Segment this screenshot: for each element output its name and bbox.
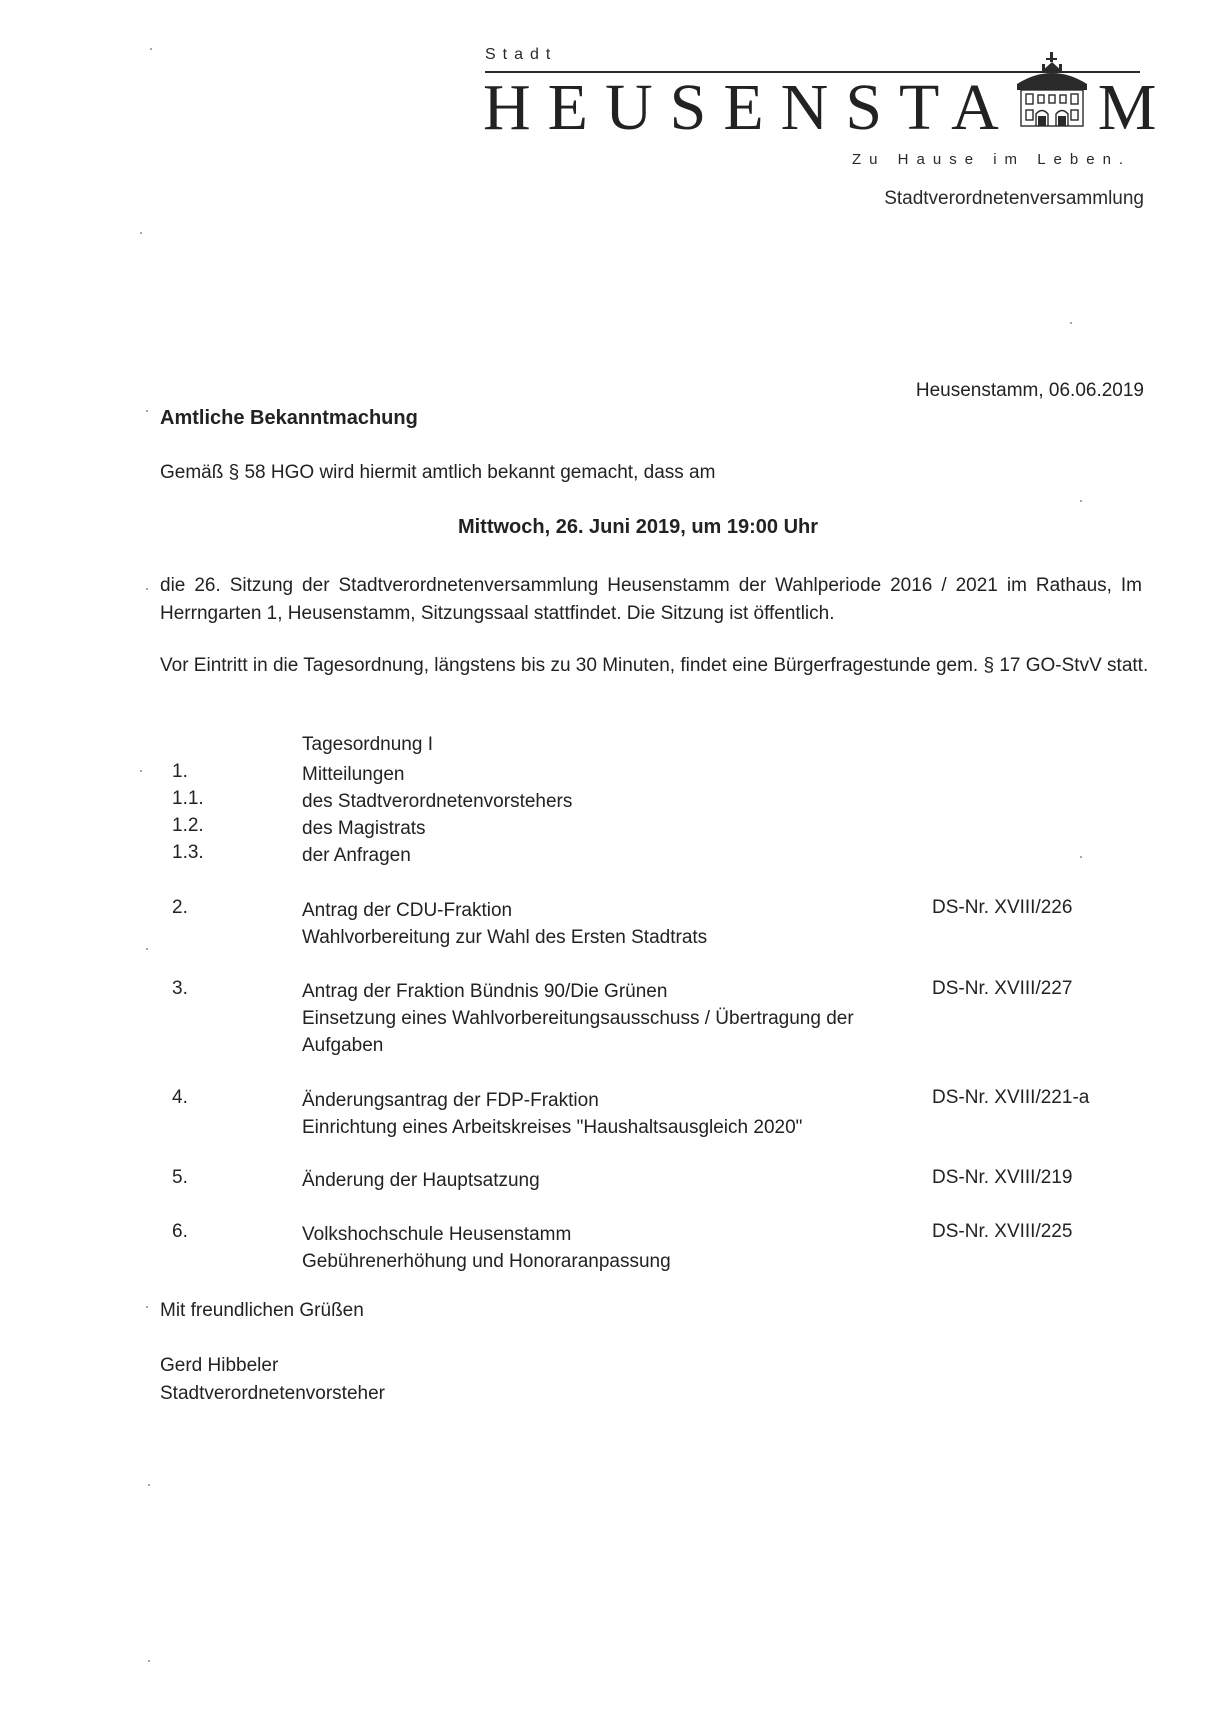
scan-speck — [1080, 500, 1082, 502]
signer-title: Stadtverordnetenvorsteher — [160, 1383, 385, 1404]
agenda-item-text: Antrag der Fraktion Bündnis 90/Die Grünen Einsetzung eines Wahlvorbereitungsausschuss / Übertragung der Aufgaben — [302, 981, 854, 1056]
scan-speck — [1080, 856, 1082, 858]
closing-greeting: Mit freundlichen Grüßen — [160, 1300, 364, 1321]
scan-speck — [148, 1484, 150, 1486]
scan-speck — [1070, 322, 1072, 324]
scan-speck — [148, 1660, 150, 1662]
scan-speck — [150, 48, 152, 50]
agenda-item-text: der Anfragen — [302, 845, 411, 866]
scan-speck — [146, 948, 148, 950]
agenda-item-text: des Magistrats — [302, 818, 426, 839]
letterhead-department: Stadtverordnetenversammlung — [884, 188, 1144, 209]
letterhead-city-name-right: M — [1097, 71, 1174, 144]
agenda-item-number: 1.2. — [172, 815, 204, 836]
meeting-date: Mittwoch, 26. Juni 2019, um 19:00 Uhr — [457, 516, 819, 538]
agenda-item-ds-number: DS-Nr. XVIII/225 — [932, 1221, 1073, 1242]
agenda-item-number: 6. — [172, 1221, 188, 1242]
signer-name: Gerd Hibbeler — [160, 1355, 279, 1376]
agenda-item-text: Antrag der CDU-Fraktion Wahlvorbereitung zur Wahl des Ersten Stadtrats — [302, 900, 708, 948]
scan-speck — [140, 232, 142, 234]
intro-text: Gemäß § 58 HGO wird hiermit amtlich bekannt gemacht, dass am — [160, 462, 716, 483]
letterhead-slogan: Zu Hause im Leben. — [852, 151, 1132, 168]
letterhead-stadt: Stadt — [485, 46, 558, 63]
agenda-item-number: 3. — [172, 978, 188, 999]
agenda-item-text: Änderungsantrag der FDP-Fraktion Einrichtung eines Arbeitskreises "Haushaltsausgleich 2020" — [302, 1090, 803, 1138]
agenda-item-number: 1.3. — [172, 842, 204, 863]
agenda-item-ds-number: DS-Nr. XVIII/227 — [932, 978, 1073, 999]
agenda-item-text: Änderung der Hauptsatzung — [302, 1170, 540, 1191]
scan-speck — [146, 1306, 148, 1308]
agenda-item-number: 2. — [172, 897, 188, 918]
letterhead-city-name-left: HEUSENSTA — [483, 71, 1016, 144]
scan-speck — [140, 770, 142, 772]
agenda-item-number: 4. — [172, 1087, 188, 1108]
agenda-item-number: 1.1. — [172, 788, 204, 809]
agenda-item-text: Mitteilungen — [302, 764, 405, 785]
agenda-item-number: 1. — [172, 761, 188, 782]
agenda-item-ds-number: DS-Nr. XVIII/221-a — [932, 1087, 1090, 1108]
agenda-item-ds-number: DS-Nr. XVIII/219 — [932, 1167, 1073, 1188]
scan-speck — [146, 410, 148, 412]
agenda-item-text: Volkshochschule Heusenstamm Gebührenerhöhung und Honoraranpassung — [302, 1224, 671, 1272]
main-paragraph: die 26. Sitzung der Stadtverordnetenversammlung Heusenstamm der Wahlperiode 2016 / 2021 im Rathaus, Im Herrngarten 1, Heusenstamm, Sitzungssaal stattfindet. Die Sitzung ist öffentlich. — [160, 575, 1142, 624]
document-heading: Amtliche Bekanntmachung — [160, 407, 418, 429]
second-paragraph: Vor Eintritt in die Tagesordnung, längstens bis zu 30 Minuten, findet eine Bürgerfragestunde gem. § 17 GO-StvV statt. — [160, 655, 1149, 676]
agenda-item-ds-number: DS-Nr. XVIII/226 — [932, 897, 1073, 918]
agenda-item-number: 5. — [172, 1167, 188, 1188]
agenda-item-text: des Stadtverordnetenvorstehers — [302, 791, 573, 812]
castle-logo-icon — [1011, 50, 1093, 130]
scan-speck — [146, 588, 148, 590]
place-date: Heusenstamm, 06.06.2019 — [915, 380, 1144, 401]
agenda-title: Tagesordnung I — [302, 734, 433, 755]
